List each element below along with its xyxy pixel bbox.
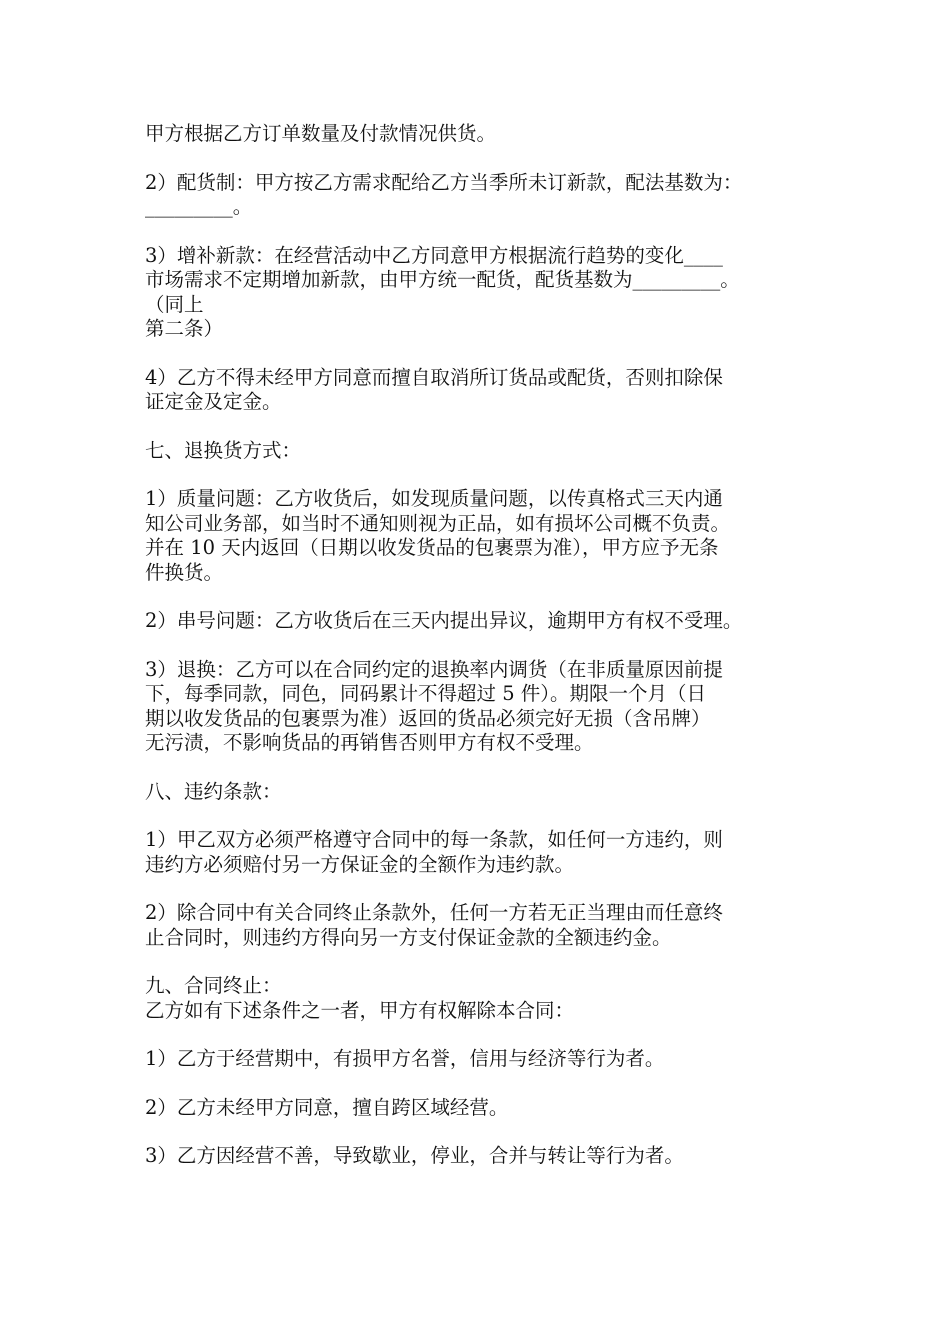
text-line: 2）配货制：甲方按乙方需求配给乙方当季所未订新款，配法基数为： [145, 170, 743, 194]
text-line: 九、合同终止： [145, 974, 282, 997]
text-line: 违约方必须赔付另一方保证金的全额作为违约款。 [145, 852, 575, 876]
text-line: 2）乙方未经甲方同意，擅自跨区域经营。 [145, 1095, 509, 1119]
text-line: 1）甲乙双方必须严格遵守合同中的每一条款，如任何一方违约，则 [145, 828, 723, 851]
text-line: 2）除合同中有关合同终止条款外，任何一方若无正当理由而任意终 [145, 901, 723, 924]
text-line: 2）串号问题：乙方收货后在三天内提出异议，逾期甲方有权不受理。 [145, 609, 743, 632]
paragraph-exchange [145, 658, 820, 756]
text-line: 下，每季同款，同色，同码累计不得超过 5 件）。期限一个月（日 [145, 682, 707, 705]
text-line: 3）增补新款：在经营活动中乙方同意甲方根据流行趋势的变化____ [145, 243, 723, 267]
text-line: 市场需求不定期增加新款，由甲方统一配货，配货基数为_________。 [145, 268, 740, 291]
text-line: 乙方如有下述条件之一者，甲方有权解除本合同： [145, 998, 575, 1022]
text-line: 并在 10 天内返回（日期以收发货品的包裹票为准），甲方应予无条 [145, 536, 719, 559]
paragraph-supply [145, 122, 820, 147]
text-line: （同上 [145, 292, 204, 316]
text-line: 1）乙方于经营期中，有损甲方名誉，信用与经济等行为者。 [145, 1047, 665, 1070]
paragraph-quality [145, 487, 820, 585]
text-line: 3）乙方因经营不善，导致歇业，停业，合并与转让等行为者。 [145, 1144, 684, 1167]
text-line: 止合同时，则违约方得向另一方支付保证金款的全额违约金。 [145, 925, 672, 949]
paragraph-serial [145, 609, 820, 634]
paragraph-allocation [145, 171, 820, 220]
text-line: 甲方根据乙方订单数量及付款情况供货。 [145, 122, 497, 145]
paragraph-breach-1 [145, 828, 820, 877]
document-body [145, 122, 820, 1169]
text-line: 期以收发货品的包裹票为准）返回的货品必须完好无损（含吊牌） [145, 706, 711, 730]
section-heading-returns [145, 439, 820, 464]
text-line: 4）乙方不得未经甲方同意而擅自取消所订货品或配货，否则扣除保 [145, 365, 723, 389]
paragraph-termination-2 [145, 1096, 820, 1121]
paragraph-termination-1 [145, 1047, 820, 1072]
text-line: 八、违约条款： [145, 779, 282, 803]
paragraph-cancellation [145, 366, 820, 415]
text-line: 证定金及定金。 [145, 390, 282, 413]
text-line: _________。 [145, 195, 253, 218]
text-line: 第二条） [145, 317, 224, 340]
paragraph-termination-3 [145, 1144, 820, 1169]
text-line: 3）退换：乙方可以在合同约定的退换率内调货（在非质量原因前提 [145, 657, 723, 681]
section-heading-breach [145, 780, 820, 805]
text-line: 知公司业务部，如当时不通知则视为正品，如有损坏公司概不负责。 [145, 511, 731, 535]
text-line: 件换货。 [145, 560, 224, 584]
text-line: 无污渍，不影响货品的再销售否则甲方有权不受理。 [145, 731, 594, 754]
paragraph-new-styles [145, 244, 820, 342]
text-line: 1）质量问题：乙方收货后，如发现质量问题，以传真格式三天内通 [145, 487, 723, 510]
text-line: 七、退换货方式： [145, 438, 302, 462]
section-heading-termination [145, 974, 820, 1023]
paragraph-breach-2 [145, 901, 820, 950]
